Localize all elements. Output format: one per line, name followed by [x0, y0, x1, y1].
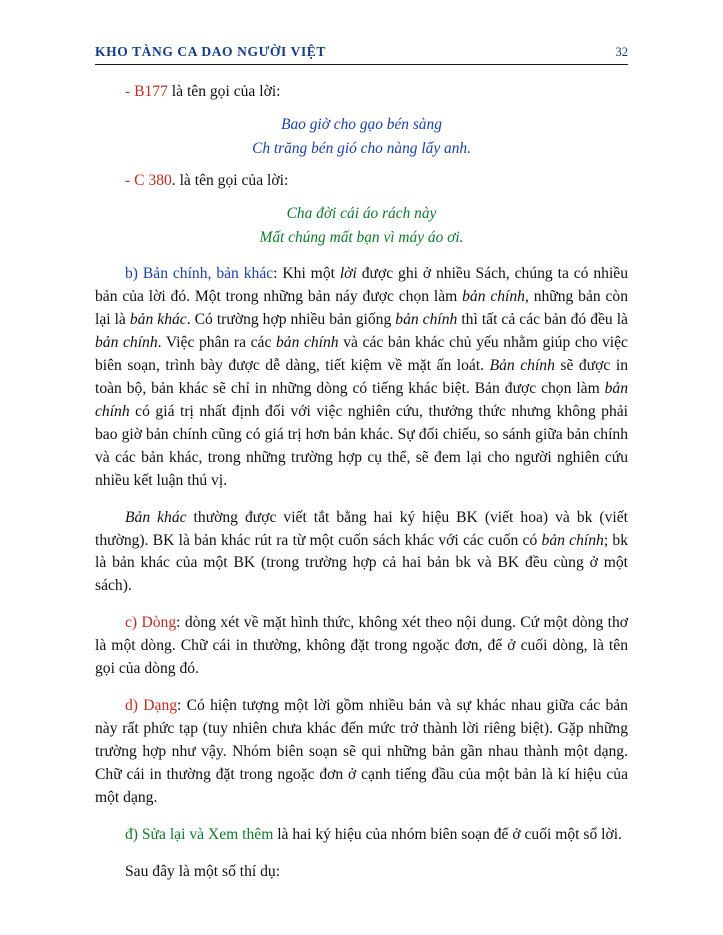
section-b-label: b) Bản chính, bản khác	[125, 265, 274, 283]
section-b-paragraph	[95, 263, 628, 492]
section-b-em-4: bản chính	[395, 311, 458, 329]
closing-paragraph: Sau đây là một số thí dụ:	[125, 862, 281, 880]
section-b-text-1: Khi một	[282, 265, 340, 283]
section-b-text-8: sẽ được in toàn bộ, bản khác sẽ chỉ in những dòng có tiếng khác biệt. Bản được chọn làm	[95, 357, 629, 398]
entry-b177-verse-2: Ch trăng bén gió cho nàng lấy anh.	[252, 139, 471, 157]
entry-c380-line	[95, 170, 628, 193]
section-dd-text: là hai ký hiệu của nhóm biên soạn để ở cuối một số lời.	[273, 825, 622, 843]
section-b-em-1: lời	[339, 265, 357, 283]
section-c-text: : dòng xét về mặt hình thức, không xét theo nội dung. Cứ một dòng thơ là một dòng. Chữ cái in thường, không đặt trong ngoặc đơn, để ở cuối dòng, là tên gọi của dòng đó.	[95, 614, 628, 678]
entry-c380-text: . là tên gọi của lời:	[171, 172, 289, 190]
ban-khac-text-1: thường được viết tắt bằng hai ký hiệu BK (viết hoa) và bk (viết thường). BK là bản khác rút ra từ một cuốn sách khác với các cuốn có	[95, 508, 628, 549]
entry-c380-ref: - C 380	[125, 172, 172, 190]
book-title: KHO TÀNG CA DAO NGƯỜI VIỆT	[95, 44, 327, 59]
ban-khac-em-1: Bản khác	[125, 508, 187, 526]
section-b-em-6: bản chính	[275, 334, 339, 352]
ban-khac-em-2: bản chính	[541, 531, 604, 549]
section-b-text-2: được ghi ở nhiều Sách, chúng ta có nhiều bản của lời đó. Một trong những bản náy được chọn làm	[95, 265, 629, 306]
section-b-text-9: có giá trị nhất định đối với việc nghiên cứu, thưởng thức nhưng không phải bao giờ bản chính cũng có giá trị hơn bản khác. Sự đối chiếu, so sánh giữa bản chính và các bản khác, trong những trường hợp cụ thể, sẽ đem lại cho người nghiên cứu nhiều kết luận thú vị.	[95, 402, 628, 489]
page-header	[95, 44, 628, 65]
section-b-em-2: bản chính	[462, 288, 525, 306]
entry-b177-verse-1: Bao giờ cho gạo bén sàng	[281, 115, 442, 133]
section-b-text-4: . Có trường hợp nhiều bản giống	[186, 311, 396, 329]
section-b-em-3: bản khác	[129, 311, 187, 329]
section-d-label: d) Dạng	[125, 697, 178, 715]
section-b-text-3: , những bản còn lại là	[95, 288, 629, 329]
section-b-colon: :	[273, 265, 283, 283]
section-dd-label: đ) Sửa lại và Xem thêm	[125, 825, 274, 843]
section-b-text-5: thì tất cả các bản đó đều là	[457, 311, 628, 329]
section-b-em-8: bản chính	[95, 380, 628, 420]
section-b-em-5: bản chính	[95, 334, 158, 352]
paragraph-ban-khac	[95, 507, 628, 599]
section-d-paragraph	[95, 695, 628, 810]
section-b-em-7: Bản chính	[489, 357, 555, 375]
entry-b177-text: là tên gọi của lời:	[167, 83, 281, 100]
section-b-text-6: . Việc phân ra các	[157, 334, 276, 352]
section-c-label: c) Dòng	[125, 614, 177, 632]
entry-b177-ref: - B177	[125, 83, 168, 100]
section-d-text: : Có hiện tượng một lời gồm nhiều bản và sự khác nhau giữa các bản này rất phức tạp (tuy nhiên chưa khác đến mức trở thành lời riêng biệt). Gặp những trường hợp như vậy. Nhóm biên soạn sẽ qui những bản gần nhau thành một dạng. Chữ cái in thường đặt trong ngoặc đơn ở cạnh tiếng đầu của một bản là kí hiệu của một dạng.	[95, 697, 628, 806]
entry-c380-verse-2: Mất chúng mất bạn vì máy áo ơi.	[259, 228, 464, 246]
section-dd-paragraph	[95, 824, 628, 847]
entry-c380-verse-1: Cha đời cái áo rách này	[286, 205, 437, 223]
section-b-text-7: và các bản khác chủ yếu nhằm giúp cho việc biên soạn, trình bày được dễ dàng, tiết kiệm về mặt ấn loát.	[95, 334, 628, 375]
page-body	[95, 81, 628, 884]
page-number: 32	[615, 45, 628, 59]
ban-khac-text-2: ; bk là bản khác của một BK (trong trường hợp cả hai bản bk và BK đều cùng ở một sách).	[95, 531, 629, 595]
section-c-paragraph	[95, 612, 628, 681]
entry-b177-line	[95, 81, 628, 104]
